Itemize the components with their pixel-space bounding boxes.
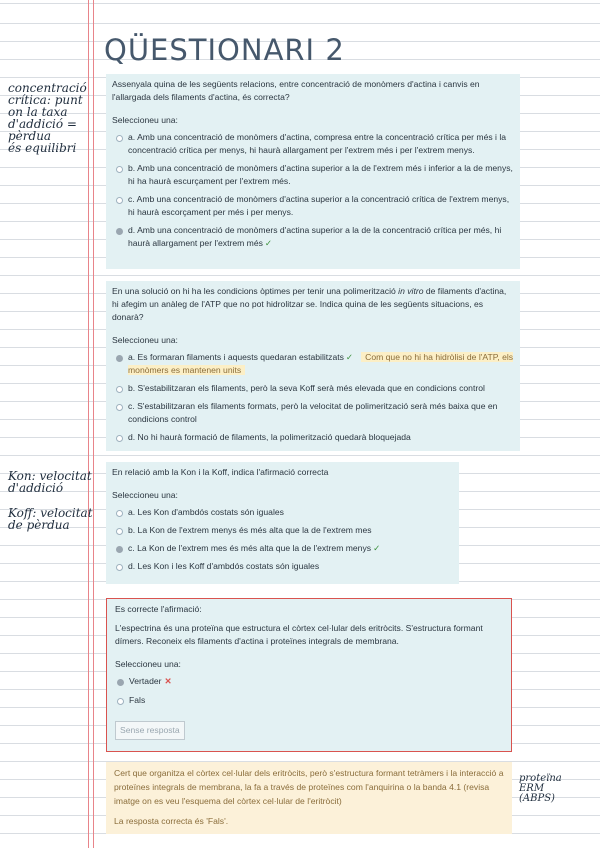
radio-button[interactable] [116, 386, 123, 393]
incorrect-cross-icon: ✕ [164, 676, 172, 686]
page-title: QÜESTIONARI 2 [104, 33, 345, 67]
radio-button[interactable] [116, 135, 123, 142]
answer-option-b[interactable]: b. La Kon de l'extrem menys és més alta que la de l'extrem mes [112, 524, 453, 537]
answer-option-a[interactable]: a. Amb una concentració de monòmers d'actina, compresa entre la concentració crítica per més i la concentració crítica per menys, hi haurà allargament per l'extrem més i per l'extrem menys. [112, 131, 514, 157]
answer-option-false[interactable]: Fals [115, 694, 503, 707]
correct-check-icon: ✓ [373, 543, 381, 553]
select-label: Seleccioneu una: [112, 115, 178, 125]
notebook-margin-line [88, 0, 89, 848]
option-feedback: Com que no hi ha hidròlisi de l'ATP, els monòmers es mantenen units [128, 352, 514, 375]
answer-option-c[interactable]: c. S'estabilitzaran els filaments formats, però la velocitat de polimerització serà més baixa que en condicions control [112, 400, 514, 426]
feedback-text: Cert que organitza el còrtex cel·lular dels eritròcits, però s'estructura formant tetràmers i la interacció a proteïnes integrals de membrana, la fa a través de proteïnes com l'anquirina o la banda 4.1 (revisa imatge on es veu l'esquema del còrtex cel·lular de l'eritròcit) [114, 768, 504, 806]
answer-option-d[interactable]: d. Les Kon i les Koff d'ambdós costats són iguales [112, 560, 453, 573]
handwritten-note-koff: Koff: velocitat de pèrdua [8, 506, 93, 532]
radio-button[interactable] [116, 197, 123, 204]
select-label: Seleccioneu una: [112, 490, 178, 500]
question-2 [106, 281, 520, 451]
answer-option-c[interactable]: c. La Kon de l'extrem mes és més alta que la de l'extrem menys ✓ [112, 542, 453, 555]
radio-button[interactable] [116, 435, 123, 442]
radio-button[interactable] [116, 510, 123, 517]
radio-button[interactable] [116, 528, 123, 535]
select-label: Seleccioneu una: [112, 335, 178, 345]
radio-button[interactable] [116, 166, 123, 173]
answer-option-d[interactable]: d. No hi haurà formació de filaments, la polimerització quedarà bloquejada [112, 431, 514, 444]
answer-option-b[interactable]: b. S'estabilitzaran els filaments, però la seva Koff serà més elevada que en condicions control [112, 382, 514, 395]
radio-button[interactable] [116, 404, 123, 411]
answer-option-d[interactable]: d. Amb una concentració de monòmers d'actina superior a la de la concentració crítica per més, hi haurà allargament per l'extrem més ✓ [112, 224, 514, 250]
no-answer-button[interactable]: Sense resposta [115, 721, 185, 740]
radio-button[interactable] [116, 564, 123, 571]
question-prompt: En relació amb la Kon i la Koff, indica l'afirmació correcta [112, 467, 329, 477]
answer-option-b[interactable]: b. Amb una concentració de monòmers d'actina superior a la de l'extrem més i inferior a la de menys, hi ha haurà escurçament per l'extrem més. [112, 162, 514, 188]
correct-check-icon: ✓ [264, 238, 273, 248]
radio-button-selected[interactable] [116, 546, 123, 553]
answer-option-true[interactable]: Vertader ✕ [115, 675, 503, 688]
question-heading: Es correcte l'afirmació: [115, 604, 202, 614]
answer-option-a[interactable]: a. Les Kon d'ambdós costats són iguales [112, 506, 453, 519]
correct-check-icon: ✓ [345, 352, 354, 362]
answer-option-a[interactable]: a. Es formaran filaments i aquests quedaran estabilitzats ✓ Com que no hi ha hidròlisi de l'ATP, els monòmers es mantenen units [112, 351, 514, 377]
radio-button-selected[interactable] [116, 355, 123, 362]
question-prompt: Assenyala quina de les següents relacions, entre concentració de monòmers d'actina i canvis en l'allargada dels filaments d'actina, és correcta? [112, 79, 480, 102]
question-statement: L'espectrina és una proteïna que estructura el còrtex cel·lular dels eritròcits. S'estructura formant dímers. Reconeix els filaments d'actina i proteïnes integrals de membrana. [115, 623, 483, 646]
correct-answer-text: La resposta correcta és 'Fals'. [114, 816, 229, 826]
question-1 [106, 74, 520, 269]
radio-button-selected[interactable] [117, 679, 124, 686]
question-4 [106, 598, 512, 752]
notebook-margin-line [93, 0, 94, 848]
select-label: Seleccioneu una: [115, 659, 181, 669]
radio-button-selected[interactable] [116, 228, 123, 235]
feedback-box [106, 762, 512, 834]
radio-button[interactable] [117, 698, 124, 705]
question-3 [106, 462, 459, 584]
answer-option-c[interactable]: c. Amb una concentració de monòmers d'actina superior a la concentració crítica de l'extrem menys, hi haurà escorçament per més i per menys. [112, 193, 514, 219]
handwritten-note-concentracio: concentració crítica: punt on la taxa d'addició = pèrdua és equilibri [8, 81, 87, 155]
question-prompt: En una solució on hi ha les condicions òptimes per tenir una polimerització in vitro de filaments d'actina, hi afegim un anàleg de l'ATP que no pot hidrolitzar se. Indica quina de les següents situacions, es donarà? [112, 286, 507, 322]
handwritten-note-kon: Kon: velocitat d'addició [8, 469, 92, 495]
handwritten-note-proteina: proteïna ERM (ABPS) [519, 773, 562, 804]
